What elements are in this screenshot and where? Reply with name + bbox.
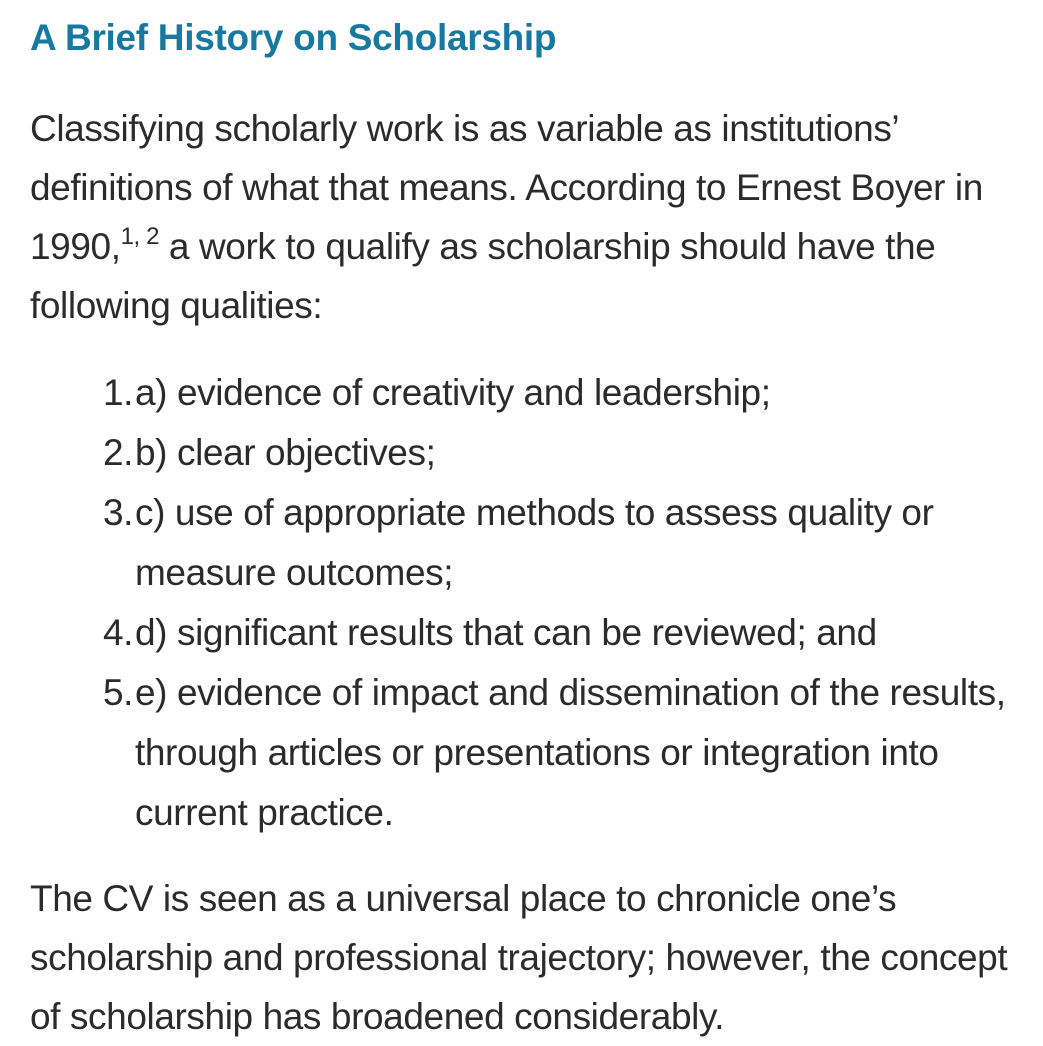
intro-text-before-citation: Classifying scholarly work is as variable as institutions’ definitions of what that means. According to Ernest Boyer in 1990,: [30, 108, 983, 267]
citation-superscript: [121, 223, 159, 250]
list-item-number: 4.: [102, 612, 133, 653]
closing-paragraph: The CV is seen as a universal place to chronicle one’s scholarship and professional trajectory; however, the concept of scholarship has broadened considerably.: [30, 878, 1008, 1037]
list-item: [102, 423, 1027, 483]
citation-separator: ,: [133, 222, 147, 250]
citation-link-2[interactable]: 2: [146, 222, 160, 250]
intro-text-after-citation: a work to qualify as scholarship should have the following qualities:: [30, 226, 936, 326]
qualities-list: [30, 363, 1027, 843]
list-item: [102, 663, 1027, 843]
list-item-number: 3.: [102, 492, 133, 533]
list-item-text: e) evidence of impact and dissemination of the results, through articles or presentations or integration into current practice.: [135, 672, 1006, 833]
list-item: [102, 363, 1027, 423]
list-item: [102, 603, 1027, 663]
citation-link-1[interactable]: 1: [120, 222, 134, 250]
list-item-text: d) significant results that can be reviewed; and: [135, 612, 877, 653]
intro-paragraph: [30, 99, 1027, 335]
list-item-number: 2.: [102, 432, 133, 473]
section-heading: A Brief History on Scholarship: [30, 17, 557, 58]
list-item-number: 5.: [102, 672, 133, 713]
list-item-number: 1.: [102, 372, 133, 413]
list-item-text: b) clear objectives;: [135, 432, 436, 473]
list-item: [102, 483, 1027, 603]
list-item-text: c) use of appropriate methods to assess quality or measure outcomes;: [135, 492, 934, 593]
list-item-text: a) evidence of creativity and leadership;: [135, 372, 771, 413]
